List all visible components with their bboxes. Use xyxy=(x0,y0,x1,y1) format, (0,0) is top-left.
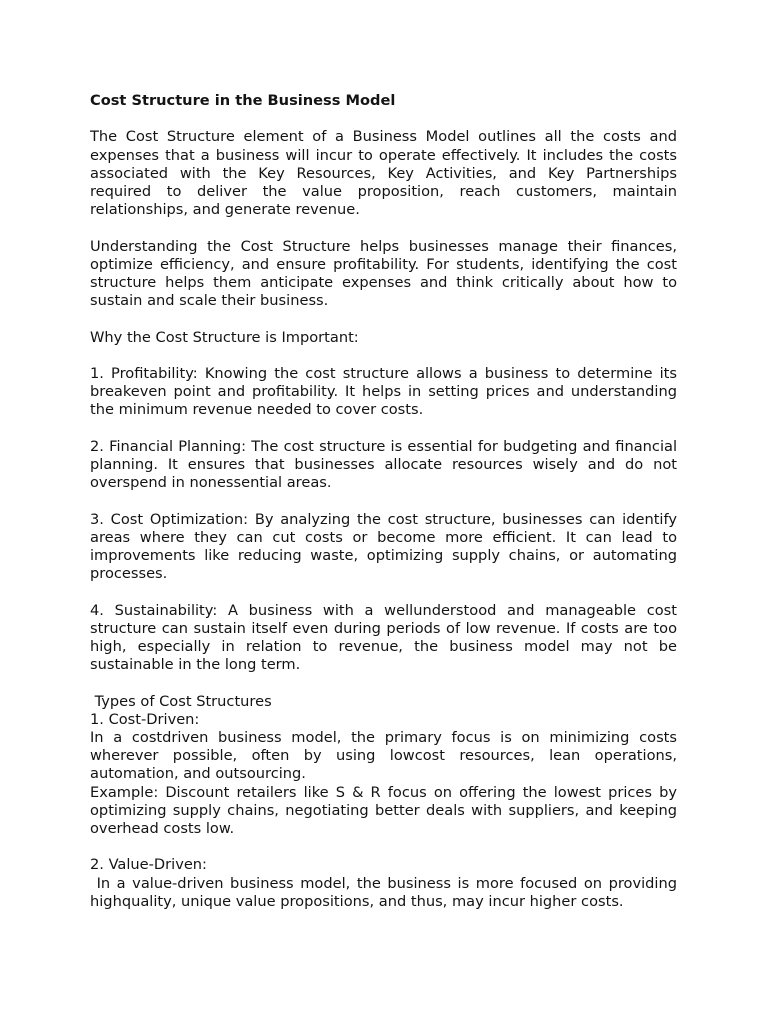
why-heading: Why the Cost Structure is Important: xyxy=(90,328,359,346)
spacer xyxy=(90,838,677,856)
spacer xyxy=(90,219,677,237)
spacer xyxy=(90,492,677,510)
types-heading: Types of Cost Structures xyxy=(90,692,272,710)
intro-paragraph-2: Understanding the Cost Structure helps businesses manage their finances, optimize efficiency, and ensure profitability. For students, identifying the cost structure helps them anticipate expenses and think critically about how to sustain and scale their business. xyxy=(90,237,677,310)
spacer xyxy=(90,310,677,328)
point-sustainability: 4. Sustainability: A business with a wellunderstood and manageable cost structure can sustain itself even during periods of low revenue. If costs are too high, especially in relation to revenue, the business model may not be sustainable in the long term. xyxy=(90,601,677,674)
document-page xyxy=(90,92,682,911)
spacer xyxy=(90,347,677,365)
point-profitability: 1. Profitability: Knowing the cost structure allows a business to determine its breakeven point and profitability. It helps in setting prices and understanding the minimum revenue needed to cover costs. xyxy=(90,364,677,419)
value-driven-heading: 2. Value-Driven: xyxy=(90,856,207,874)
point-cost-optimization: 3. Cost Optimization: By analyzing the cost structure, businesses can identify areas where they can cut costs or become more efficient. It can lead to improvements like reducing waste, optimizing supply chains, or automating processes. xyxy=(90,510,677,583)
point-financial-planning: 2. Financial Planning: The cost structure is essential for budgeting and financial planning. It ensures that businesses allocate resources wisely and do not overspend in nonessential areas. xyxy=(90,437,677,492)
cost-driven-heading: 1. Cost-Driven: xyxy=(90,710,200,728)
intro-paragraph-1: The Cost Structure element of a Business Model outlines all the costs and expenses that a business will incur to operate effectively. It includes the costs associated with the Key Resources, Key Activities, and Key Partnerships required to deliver the value proposition, reach customers, maintain relationships, and generate revenue. xyxy=(90,128,677,219)
spacer xyxy=(90,674,677,692)
document-title: Cost Structure in the Business Model xyxy=(90,92,396,109)
spacer xyxy=(90,420,677,438)
spacer xyxy=(90,110,677,128)
cost-driven-text: In a costdriven business model, the primary focus is on minimizing costs wherever possible, often by using lowcost resources, lean operations, automation, and outsourcing. xyxy=(90,728,677,783)
cost-driven-example: Example: Discount retailers like S & R focus on offering the lowest prices by optimizing supply chains, negotiating better deals with suppliers, and keeping overhead costs low. xyxy=(90,783,677,837)
value-driven-text: In a value-driven business model, the business is more focused on providing highquality, unique value propositions, and thus, may incur higher costs. xyxy=(90,874,682,910)
spacer xyxy=(90,583,677,601)
